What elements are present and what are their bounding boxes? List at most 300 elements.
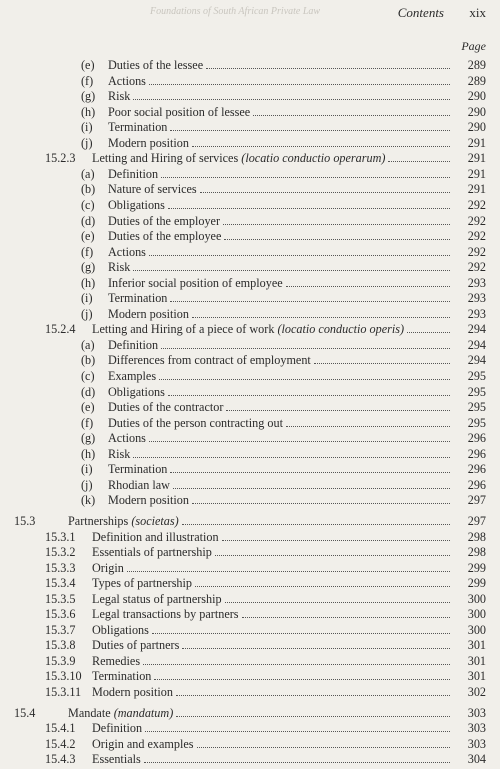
entry-title-text: Risk: [108, 89, 131, 104]
entry-title-text: Definition: [108, 337, 159, 352]
entry-number: (d): [81, 213, 96, 228]
entry-page-number: 290: [467, 120, 486, 135]
dot-leader: [223, 224, 450, 225]
dot-leader: [176, 716, 450, 717]
entry-page-number: 303: [467, 721, 486, 736]
entry-page-number: 292: [467, 244, 486, 259]
entry-title-with-leader: [108, 198, 452, 213]
entry-title-text: Essentials of partnership: [92, 545, 212, 560]
entry-page-number: 296: [467, 446, 486, 461]
entry-title-text: Letting and Hiring of services: [92, 151, 239, 166]
entry-title: [108, 198, 165, 213]
dot-leader: [215, 555, 450, 556]
entry-number: 15.3.8: [45, 638, 76, 653]
entry-title-with-leader: [92, 545, 452, 560]
toc-entry: [0, 353, 500, 368]
dot-leader: [286, 426, 450, 427]
entry-title-with-leader: [92, 752, 452, 767]
entry-title: [108, 385, 165, 400]
toc-entry: [0, 561, 500, 576]
toc-entry: [0, 167, 500, 182]
toc-entry: [0, 592, 500, 607]
entry-title-text: Obligations: [92, 622, 149, 637]
entry-title-with-leader: [92, 151, 452, 166]
entry-title-text: Rhodian law: [108, 477, 170, 492]
entry-title-with-leader: [108, 447, 452, 462]
entry-title-text: Definition: [92, 721, 143, 736]
dot-leader: [154, 679, 450, 680]
dot-leader: [407, 332, 450, 333]
entry-number: (a): [81, 166, 95, 181]
toc-entry: [0, 276, 500, 291]
dot-leader: [161, 348, 450, 349]
entry-latin-term: (mandatum): [113, 705, 174, 720]
entry-number: (i): [81, 462, 93, 477]
entry-number: 15.3.11: [45, 685, 82, 699]
toc-entry: [0, 431, 500, 446]
entry-page-number: 303: [467, 736, 486, 751]
entry-title-text: Termination: [108, 291, 168, 306]
entry-number: (h): [81, 104, 96, 119]
entry-title-with-leader: [108, 338, 452, 353]
dot-leader: [182, 648, 450, 649]
entry-number: (j): [81, 306, 93, 321]
entry-title-with-leader: [108, 478, 452, 493]
entry-title-text: Letting and Hiring of a piece of work: [92, 322, 275, 337]
entry-title-with-leader: [108, 260, 452, 275]
entry-title: [108, 58, 203, 73]
entry-title-with-leader: [92, 669, 452, 684]
entry-title: [108, 245, 146, 260]
entry-title: [108, 462, 167, 477]
entry-title-text: Modern position: [108, 306, 189, 321]
entry-title-text: Risk: [108, 446, 131, 461]
entry-title: [92, 654, 140, 669]
entry-title-text: Nature of services: [108, 182, 197, 197]
entry-title-with-leader: [68, 706, 452, 721]
entry-number: 15.3.9: [45, 653, 76, 668]
toc-entry: [0, 737, 500, 752]
entry-title: [92, 752, 141, 767]
entry-title-with-leader: [108, 136, 452, 151]
toc-entry: [0, 385, 500, 400]
entry-number: (h): [81, 275, 96, 290]
entry-title: [92, 561, 124, 576]
entry-number: 15.4.2: [45, 736, 76, 751]
entry-page-number: 291: [467, 182, 486, 197]
entry-page-number: 298: [467, 529, 486, 544]
entry-title-with-leader: [108, 353, 452, 368]
entry-page-number: 289: [467, 58, 486, 72]
entry-number: (g): [81, 431, 96, 446]
toc-entry: [0, 74, 500, 89]
entry-title-text: Examples: [108, 369, 157, 383]
dot-leader: [224, 239, 450, 240]
entry-title-text: Termination: [92, 669, 152, 684]
entry-title-text: Partnerships: [68, 513, 129, 528]
dot-leader: [127, 571, 450, 572]
entry-title: [108, 493, 189, 508]
toc-entry: [0, 182, 500, 197]
entry-title: [108, 291, 167, 306]
entry-title-with-leader: [108, 105, 452, 120]
entry-title-with-leader: [108, 120, 452, 135]
dot-leader: [143, 664, 450, 665]
entry-page-number: 297: [467, 493, 486, 508]
toc-entry: [0, 607, 500, 622]
entry-page-number: 292: [467, 197, 486, 212]
dot-leader: [133, 457, 450, 458]
entry-title: [68, 706, 173, 721]
dot-leader: [195, 586, 450, 587]
entry-page-number: 296: [467, 431, 486, 446]
entry-number: 15.3.6: [45, 607, 76, 622]
entry-title-with-leader: [92, 737, 452, 752]
toc-entry: [0, 514, 500, 529]
dot-leader: [170, 301, 450, 302]
entry-title-with-leader: [108, 245, 452, 260]
dot-leader: [149, 441, 450, 442]
entry-page-number: 295: [467, 369, 486, 383]
entry-title: [92, 607, 239, 622]
dot-leader: [388, 161, 450, 162]
toc-entry: [0, 685, 500, 700]
entry-number: (e): [81, 400, 95, 415]
running-header: [0, 4, 500, 24]
toc-entry: [0, 545, 500, 560]
toc-entry: [0, 462, 500, 477]
toc-entry: [0, 721, 500, 736]
entry-number: (d): [81, 384, 96, 399]
toc-entry: [0, 447, 500, 462]
entry-number: 15.3.7: [45, 622, 76, 637]
entry-title-text: Risk: [108, 260, 131, 275]
toc-entry: [0, 136, 500, 151]
dot-leader: [161, 177, 450, 178]
dot-leader: [197, 747, 450, 748]
entry-page-number: 294: [467, 322, 486, 337]
entry-page-number: 300: [467, 607, 486, 622]
entry-title-with-leader: [92, 530, 452, 545]
entry-number: 15.4.3: [45, 752, 76, 767]
entry-page-number: 296: [467, 477, 486, 492]
toc-entry: [0, 400, 500, 415]
entry-latin-term: (locatio conductio operarum): [241, 151, 386, 166]
entry-page-number: 301: [467, 653, 486, 668]
entry-number: (g): [81, 260, 96, 275]
entry-title-text: Legal transactions by partners: [92, 607, 239, 622]
entry-title: [108, 276, 283, 291]
entry-page-number: 289: [467, 73, 486, 88]
entry-number: 15.3.10: [45, 669, 82, 684]
toc-entry: [0, 214, 500, 229]
entry-number: (i): [81, 120, 93, 135]
dot-leader: [314, 363, 450, 364]
entry-page-number: 302: [467, 685, 486, 699]
entry-title-text: Actions: [108, 431, 146, 446]
toc-entry: [0, 307, 500, 322]
entry-page-number: 292: [467, 213, 486, 228]
toc-entry: [0, 669, 500, 684]
bleed-through-header: Foundations of South African Private Law: [150, 6, 321, 17]
header-section-title: Contents: [397, 5, 444, 20]
entry-title-with-leader: [108, 182, 452, 197]
header-page-number: xix: [469, 5, 486, 20]
entry-page-number: 295: [467, 384, 486, 399]
entry-title-with-leader: [108, 307, 452, 322]
entry-title-with-leader: [108, 493, 452, 508]
entry-page-number: 296: [467, 462, 486, 477]
entry-page-number: 290: [467, 89, 486, 104]
entry-title-with-leader: [108, 167, 452, 182]
dot-leader: [133, 270, 450, 271]
entry-title: [108, 369, 156, 384]
toc-entry: [0, 493, 500, 508]
toc-entry: [0, 198, 500, 213]
dot-leader: [152, 633, 450, 634]
entry-page-number: 300: [467, 591, 486, 606]
entry-number: 15.3.5: [45, 591, 76, 606]
entry-title: [108, 447, 130, 462]
entry-title-text: Termination: [108, 120, 168, 135]
dot-leader: [242, 617, 450, 618]
toc-entry: [0, 478, 500, 493]
entry-title-with-leader: [92, 576, 452, 591]
toc-entry: [0, 58, 500, 73]
entry-number: 15.3: [14, 513, 36, 528]
entry-title-with-leader: [92, 721, 452, 736]
entry-title-text: Duties of the contractor: [108, 400, 224, 415]
entry-title: [92, 545, 212, 560]
entry-title-with-leader: [108, 58, 452, 73]
entry-title: [108, 120, 167, 135]
entry-title-text: Essentials: [92, 752, 141, 767]
entry-number: (k): [81, 493, 96, 508]
entry-page-number: 295: [467, 400, 486, 415]
toc-entry: [0, 654, 500, 669]
dot-leader: [170, 472, 450, 473]
entry-title-text: Duties of the person contracting out: [108, 415, 283, 430]
entry-title: [108, 416, 283, 431]
entry-number: 15.2.4: [45, 322, 76, 337]
entry-title: [108, 260, 130, 275]
entry-title: [108, 400, 223, 415]
entry-title: [92, 721, 142, 736]
entry-title: [108, 353, 311, 368]
toc-entry: [0, 752, 500, 767]
entry-number: 15.3.1: [45, 529, 76, 544]
dot-leader: [176, 695, 450, 696]
entry-title-text: Origin and examples: [92, 736, 194, 751]
entry-page-number: 301: [467, 638, 486, 653]
entry-title: [108, 182, 197, 197]
dot-leader: [170, 130, 450, 131]
entry-title-with-leader: [108, 74, 452, 89]
entry-title-with-leader: [108, 416, 452, 431]
entry-number: (a): [81, 337, 95, 352]
toc-entry: [0, 291, 500, 306]
dot-leader: [159, 379, 450, 380]
entry-page-number: 299: [467, 560, 486, 575]
dot-leader: [192, 146, 450, 147]
toc-entry: [0, 706, 500, 721]
entry-number: (f): [81, 415, 94, 430]
entry-page-number: 300: [467, 622, 486, 637]
dot-leader: [149, 255, 450, 256]
entry-title-with-leader: [108, 229, 452, 244]
entry-title: [108, 478, 170, 493]
toc-entry: [0, 120, 500, 135]
toc-entry: [0, 638, 500, 653]
entry-page-number: 294: [467, 353, 486, 368]
entry-number: (e): [81, 58, 95, 72]
entry-number: 15.3.2: [45, 545, 76, 560]
dot-leader: [192, 317, 450, 318]
entry-page-number: 292: [467, 260, 486, 275]
entry-title: [108, 307, 189, 322]
toc-entry: [0, 576, 500, 591]
entry-title: [108, 136, 189, 151]
entry-title: [92, 322, 404, 337]
entry-title-with-leader: [108, 431, 452, 446]
entry-title-text: Remedies: [92, 653, 141, 668]
dot-leader: [253, 115, 450, 116]
toc-entry: [0, 245, 500, 260]
entry-title: [92, 151, 385, 166]
entry-page-number: 293: [467, 275, 486, 290]
entry-title: [108, 74, 146, 89]
entry-latin-term: (societas): [131, 513, 179, 528]
dot-leader: [192, 503, 450, 504]
entry-title-with-leader: [92, 638, 452, 653]
entry-title-text: Termination: [108, 462, 168, 477]
entry-title-text: Actions: [108, 73, 146, 88]
entry-title-with-leader: [108, 462, 452, 477]
entry-title-text: Obligations: [108, 197, 165, 212]
entry-title-text: Types of partnership: [92, 576, 193, 591]
dot-leader: [133, 99, 450, 100]
entry-title: [108, 214, 220, 229]
entry-title: [92, 576, 192, 591]
entry-latin-term: (locatio conductio operis): [277, 322, 405, 337]
entry-title-with-leader: [108, 385, 452, 400]
entry-title-text: Obligations: [108, 384, 165, 399]
entry-page-number: 292: [467, 229, 486, 244]
dot-leader: [222, 540, 450, 541]
entry-number: 15.2.3: [45, 151, 76, 166]
dot-leader: [206, 68, 450, 69]
entry-title: [108, 338, 158, 353]
entry-number: (b): [81, 353, 96, 368]
dot-leader: [168, 208, 450, 209]
entry-page-number: 293: [467, 291, 486, 306]
entry-title-with-leader: [108, 400, 452, 415]
toc-entry: [0, 623, 500, 638]
toc-entry: [0, 260, 500, 275]
entry-page-number: 291: [467, 151, 486, 166]
entry-number: 15.4: [14, 705, 36, 720]
entry-title-with-leader: [108, 276, 452, 291]
entry-number: (f): [81, 73, 94, 88]
entry-title-text: Inferior social position of employee: [108, 275, 283, 290]
entry-page-number: 298: [467, 545, 486, 560]
entry-page-number: 290: [467, 104, 486, 119]
entry-title-text: Duties of the employee: [108, 229, 222, 244]
entry-title: [92, 638, 179, 653]
dot-leader: [226, 410, 450, 411]
entry-number: 15.3.4: [45, 576, 76, 591]
entry-number: (c): [81, 369, 95, 383]
entry-page-number: 294: [467, 337, 486, 352]
entry-title: [92, 623, 149, 638]
entry-title-with-leader: [92, 685, 452, 700]
entry-page-number: 297: [467, 513, 486, 528]
entry-title-text: Actions: [108, 244, 146, 259]
toc-entry: [0, 89, 500, 104]
entry-title: [92, 737, 194, 752]
entry-title-with-leader: [92, 561, 452, 576]
entry-page-number: 299: [467, 576, 486, 591]
entry-title-with-leader: [108, 214, 452, 229]
dot-leader: [286, 286, 450, 287]
entry-title-text: Duties of partners: [92, 638, 180, 653]
entry-title: [108, 431, 146, 446]
entry-title-with-leader: [92, 322, 452, 337]
entry-title-text: Legal status of partnership: [92, 591, 222, 606]
toc-entry: [0, 322, 500, 337]
entry-number: (j): [81, 135, 93, 150]
toc-entry: [0, 530, 500, 545]
dot-leader: [144, 762, 450, 763]
entry-number: (b): [81, 182, 96, 197]
entry-number: 15.3.3: [45, 560, 76, 575]
entry-page-number: 291: [467, 135, 486, 150]
entry-number: 15.4.1: [45, 721, 76, 736]
entry-title-text: Definition and illustration: [92, 529, 219, 544]
entry-page-number: 295: [467, 415, 486, 430]
entry-number: (e): [81, 229, 95, 244]
entry-title-text: Poor social position of lessee: [108, 104, 251, 119]
entry-number: (g): [81, 89, 96, 104]
entry-title: [108, 105, 250, 120]
entry-title-text: Origin: [92, 560, 124, 575]
entry-page-number: 293: [467, 306, 486, 321]
entry-title-with-leader: [108, 369, 452, 384]
entry-title-text: Duties of the employer: [108, 213, 221, 228]
entry-title: [92, 685, 173, 700]
entry-title-with-leader: [92, 607, 452, 622]
dot-leader: [173, 488, 450, 489]
entry-title-text: Modern position: [92, 685, 173, 699]
entry-page-number: 291: [467, 166, 486, 181]
dot-leader: [200, 192, 450, 193]
dot-leader: [182, 524, 450, 525]
entry-page-number: 303: [467, 705, 486, 720]
entry-title-with-leader: [92, 654, 452, 669]
entry-title-text: Mandate: [68, 705, 111, 720]
entry-number: (i): [81, 291, 93, 306]
entry-number: (c): [81, 197, 95, 212]
entry-title-with-leader: [108, 291, 452, 306]
entry-page-number: 301: [467, 669, 486, 684]
entry-title-with-leader: [92, 623, 452, 638]
entry-title: [108, 229, 221, 244]
dot-leader: [145, 731, 450, 732]
entry-title: [68, 514, 179, 529]
toc-entry: [0, 105, 500, 120]
page-column-label: Page: [461, 39, 486, 53]
entry-title-text: Modern position: [108, 135, 189, 150]
